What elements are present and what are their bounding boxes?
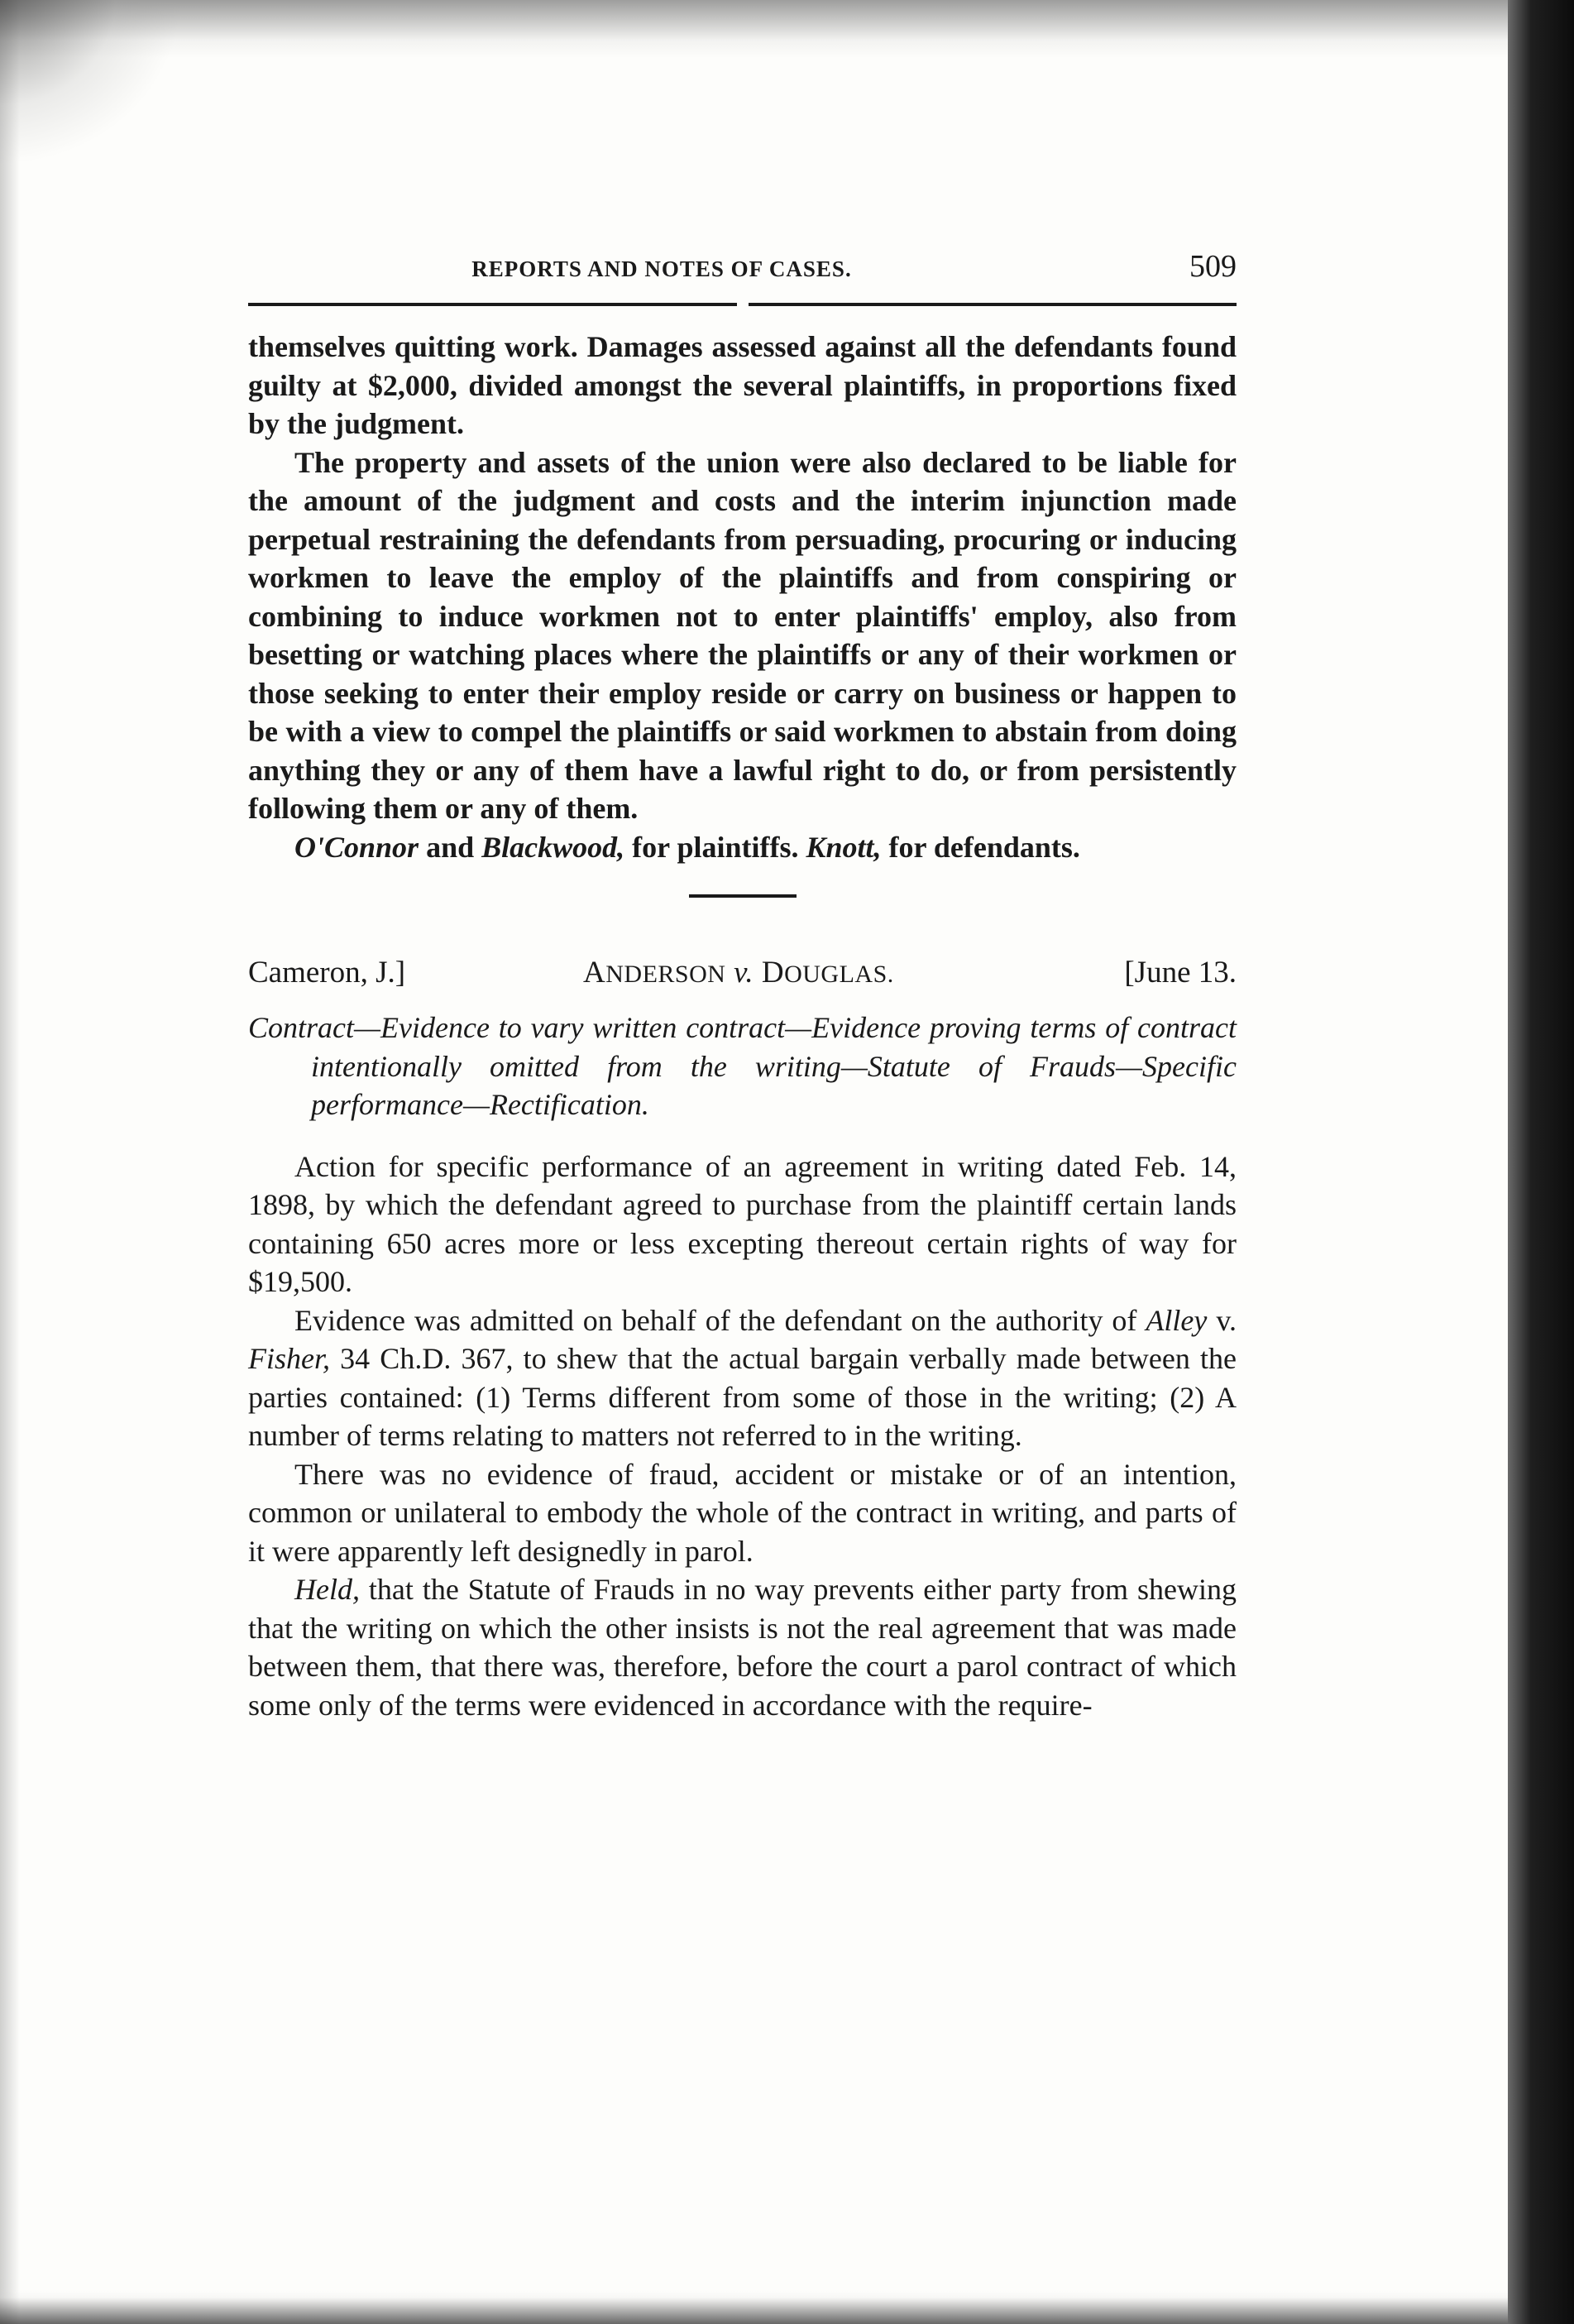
counsel-plaintiff-2: Blackwood, bbox=[481, 830, 625, 864]
evidence-paragraph bbox=[248, 1301, 1237, 1455]
counsel-plaintiff-1: O'Connor bbox=[294, 830, 419, 864]
cited-case-party-a: Alley bbox=[1146, 1303, 1208, 1337]
counsel-line bbox=[248, 828, 1237, 867]
page-number: 509 bbox=[1189, 249, 1237, 284]
case-judge: Cameron, J.] bbox=[248, 956, 406, 989]
scan-edge-left bbox=[0, 0, 20, 2324]
held-text: that the Statute of Frauds in no way prevents either party from shewing that the writing on which the other insists is not the real agreement that was made between them, that there was, therefore, before the court a parol contract of which some only of the terms were evidenced in accordance with the require- bbox=[248, 1573, 1237, 1722]
facts-paragraph: Action for specific performance of an agreement in writing dated Feb. 14, 1898, by which the defendant agreed to purchase from the plaintiff certain lands containing 650 acres more or less excepting thereout certain rights of way for $19,500. bbox=[248, 1149, 1237, 1298]
scan-edge-bottom bbox=[0, 2291, 1574, 2324]
case-date: [June 13. bbox=[1124, 956, 1237, 989]
injunction-paragraph: The property and assets of the union were also declared to be liable for the amount of the judgment and costs and the interim injunction made perpetual restraining the defendants from persuading, procuring or inducing workmen to leave the employ of the plaintiffs and from conspiring or combining to induce workmen not to enter plaintiffs' employ, also from besetting or watching places where the plaintiffs or any of their workmen or those seeking to enter their employ reside or carry on business or happen to be with a view to compel the plaintiffs or said workmen to abstain from doing anything they or any of them have a lawful right to do, or from persistently following them or any of them. bbox=[248, 445, 1237, 825]
party-1-initial: A bbox=[583, 956, 606, 989]
evidence-text-before: Evidence was admitted on behalf of the defendant on the authority of bbox=[294, 1303, 1146, 1337]
held-label: Held, bbox=[294, 1573, 360, 1606]
case-heading bbox=[248, 954, 1237, 995]
cited-case-versus: v. bbox=[1207, 1303, 1237, 1337]
evidence-text-after: 34 Ch.D. 367, to shew that the actual bargain verbally made between the parties contained: (1) Terms different from some of those in the writing; (2) A number of terms relating to matters not referred to in the writing. bbox=[248, 1342, 1237, 1452]
scan-smudge-top-left bbox=[0, 0, 182, 165]
running-head-title: REPORTS AND NOTES OF CASES. bbox=[471, 256, 852, 281]
counsel-conjunction: and bbox=[419, 830, 482, 864]
counsel-for-defendants: for defendants. bbox=[881, 830, 1080, 864]
scan-edge-top bbox=[0, 0, 1574, 58]
cited-case-party-b: Fisher, bbox=[248, 1342, 330, 1375]
held-paragraph bbox=[248, 1570, 1237, 1724]
counsel-for-plaintiffs: for plaintiffs. bbox=[624, 830, 806, 864]
case-separator-rule bbox=[689, 894, 797, 898]
catchwords: Contract—Evidence to vary written contract—Evidence proving terms of contract intentionally omitted from the writing—Statute of Frauds—Specific performance—Rectification. bbox=[248, 1011, 1237, 1121]
party-2-initial: D bbox=[761, 956, 785, 989]
no-fraud-paragraph: There was no evidence of fraud, accident or mistake or of an intention, common or unilateral to embody the whole of the contract in writing, and parts of it were apparently left designedly in parol. bbox=[248, 1457, 1237, 1568]
page-content bbox=[248, 248, 1237, 1724]
scan-edge-right bbox=[1508, 0, 1574, 2324]
versus: v. bbox=[725, 956, 762, 989]
party-1-rest: NDERSON bbox=[605, 961, 726, 988]
party-2-rest: OUGLAS. bbox=[784, 961, 894, 988]
case-parties bbox=[583, 954, 894, 994]
continued-paragraph: themselves quitting work. Damages assessed against all the defendants found guilty at $2,000, divided amongst the several plaintiffs, in proportions fixed by the judgment. bbox=[248, 330, 1237, 440]
running-head bbox=[248, 248, 1237, 298]
header-rule bbox=[248, 303, 1237, 306]
counsel-defendant: Knott, bbox=[806, 830, 882, 864]
